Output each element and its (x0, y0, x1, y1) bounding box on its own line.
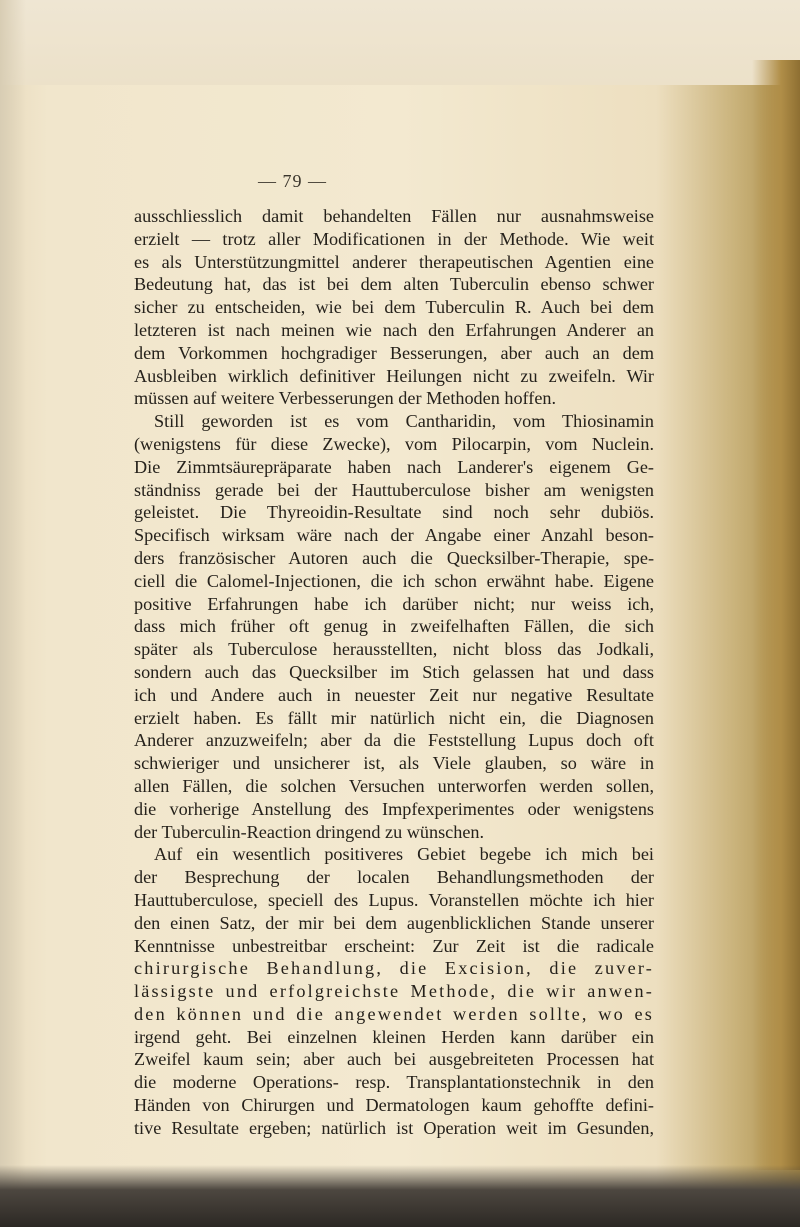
text-line: Specifisch wirksam wäre nach der Angabe einer Anzahl beson- (134, 525, 654, 546)
text-line: sondern auch das Quecksilber im Stich gelassen hat und dass (134, 661, 654, 682)
text-line: letzteren ist nach meinen wie nach den Erfahrungen Anderer an (134, 319, 654, 340)
text-line: sicher zu entscheiden, wie bei dem Tuberculin R. Auch bei dem (134, 297, 654, 318)
text-line: Zweifel kaum sein; aber auch bei ausgebreiteten Processen hat (134, 1049, 654, 1070)
text-line: dass mich früher oft genug in zweifelhaften Fällen, die sich (134, 616, 654, 637)
text-line: Händen von Chirurgen und Dermatologen kaum gehoffte defini- (134, 1095, 654, 1116)
text-line: ders französischer Autoren auch die Quecksilber-Therapie, spe- (134, 547, 654, 568)
text-line: Die Zimmtsäurepräparate haben nach Landerer's eigenem Ge- (134, 456, 654, 477)
text-line: ständniss gerade bei der Hauttuberculose bisher am wenigsten (134, 479, 654, 500)
text-line: es als Unterstützungmittel anderer therapeutischen Agentien eine (134, 251, 654, 272)
text-line: erzielt haben. Es fällt mir natürlich nicht ein, die Diagnosen (134, 707, 654, 728)
text-line: (wenigstens für diese Zwecke), vom Pilocarpin, vom Nuclein. (134, 433, 654, 454)
text-line: Auf ein wesentlich positiveres Gebiet begebe ich mich bei (154, 844, 654, 865)
text-line: Still geworden ist es vom Cantharidin, vom Thiosinamin (154, 411, 654, 432)
text-line: irgend geht. Bei einzelnen kleinen Herden kann darüber ein (134, 1026, 654, 1047)
text-line: die moderne Operations- resp. Transplantationstechnik in den (134, 1072, 654, 1093)
text-line: die vorherige Anstellung des Impfexperimentes oder wenigstens (134, 798, 654, 819)
text-line: Kenntnisse unbestreitbar erscheint: Zur Zeit ist die radicale (134, 935, 654, 956)
text-line: tive Resultate ergeben; natürlich ist Operation weit im Gesunden, (134, 1117, 654, 1138)
page-number: — 79 — (258, 171, 327, 191)
text-line: Hauttuberculose, speciell des Lupus. Voranstellen möchte ich hier (134, 889, 654, 910)
text-line: der Tuberculin-Reaction dringend zu wünschen. (134, 821, 485, 842)
text-line: lässigste und erfolgreichste Methode, die wir anwen- (134, 981, 654, 1002)
body-text (134, 205, 654, 1140)
text-line: den können und die angewendet werden sollte, wo es (134, 1003, 654, 1024)
text-line: dem Vorkommen hochgradiger Besserungen, aber auch an dem (134, 342, 654, 363)
text-line: chirurgische Behandlung, die Excision, die zuver- (134, 958, 654, 979)
text-line: der Besprechung der localen Behandlungsmethoden der (134, 867, 654, 888)
text-line: geleistet. Die Thyreoidin-Resultate sind noch sehr dubiös. (134, 502, 654, 523)
text-line: müssen auf weitere Verbesserungen der Methoden hoffen. (134, 388, 557, 409)
text-line: positive Erfahrungen habe ich darüber nicht; nur weiss ich, (134, 593, 654, 614)
text-line: ciell die Calomel-Injectionen, die ich schon erwähnt habe. Eigene (134, 570, 654, 591)
text-line: erzielt — trotz aller Modificationen in der Methode. Wie weit (134, 228, 654, 249)
text-line: allen Fällen, die solchen Versuchen unterworfen werden sollen, (134, 775, 654, 796)
text-line: den einen Satz, der mir bei dem augenblicklichen Stande unserer (134, 912, 654, 933)
text-line: Bedeutung hat, das ist bei dem alten Tuberculin ebenso schwer (134, 274, 654, 295)
text-line: ausschliesslich damit behandelten Fällen nur ausnahmsweise (134, 206, 654, 226)
text-line: schwieriger und unsicherer ist, als Viele glauben, so wäre in (134, 753, 654, 774)
text-line: ich und Andere auch in neuester Zeit nur negative Resultate (134, 684, 654, 705)
text-line: Anderer anzuzweifeln; aber da die Feststellung Lupus doch oft (134, 730, 654, 751)
text-line: später als Tuberculose herausstellten, nicht bloss das Jodkali, (134, 639, 654, 660)
text-line: Ausbleiben wirklich definitiver Heilungen nicht zu zweifeln. Wir (134, 365, 654, 386)
